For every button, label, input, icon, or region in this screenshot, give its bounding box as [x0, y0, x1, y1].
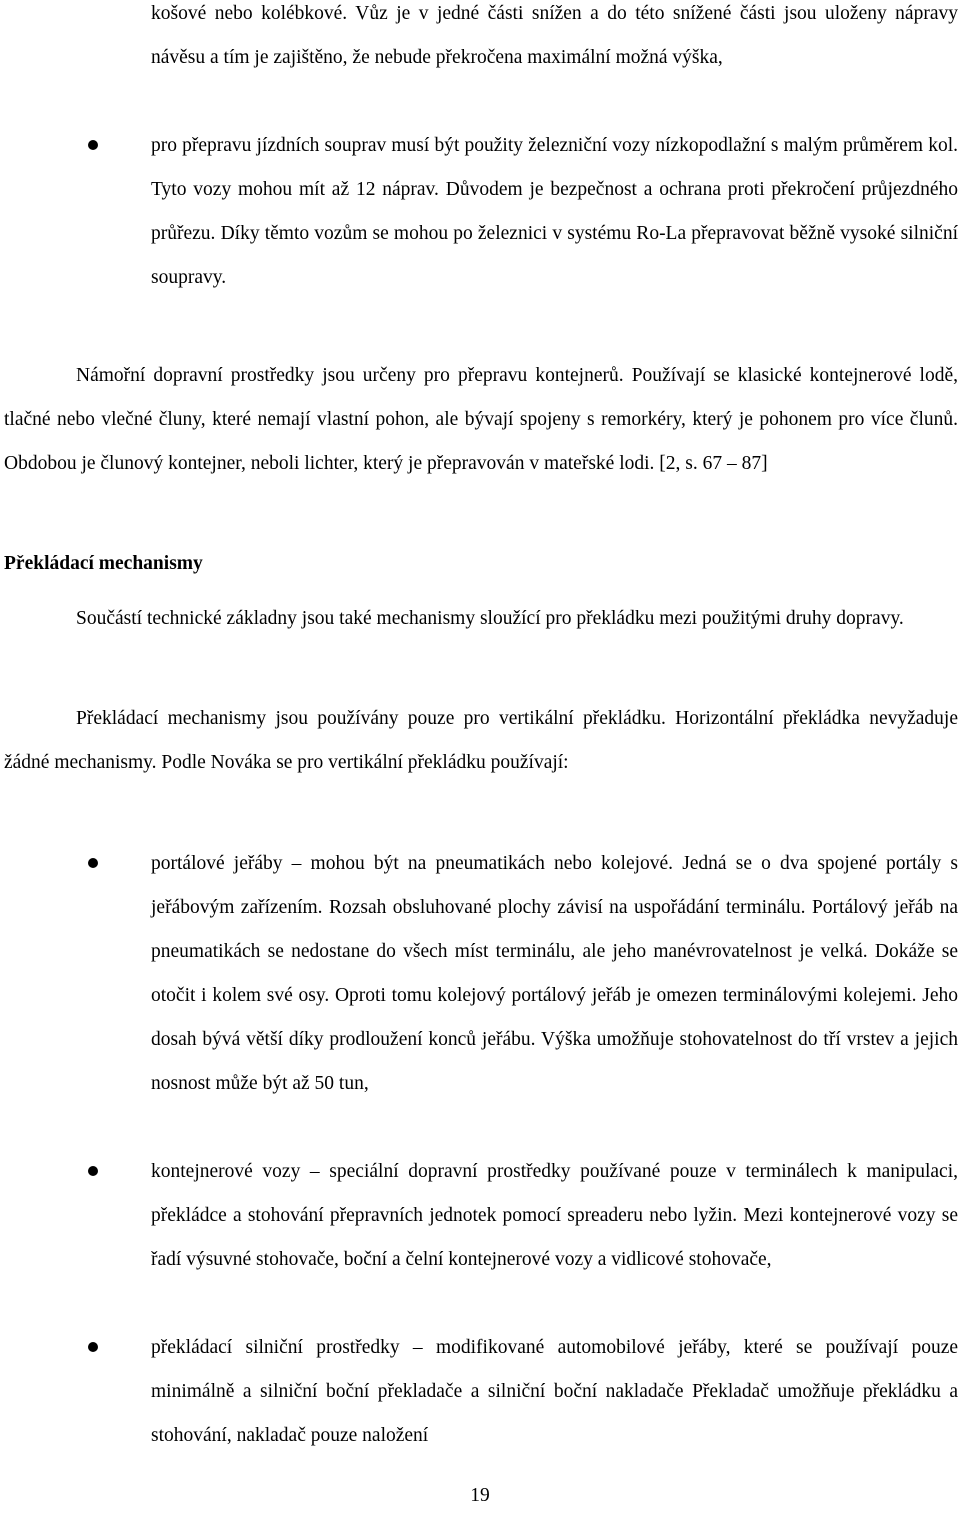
list-item: portálové jeřáby – mohou být na pneumatikách nebo kolejové. Jedná se o dva spojené portály s jeřábovým zařízením. Rozsah obsluhované plochy závisí na uspořádání terminálu. Portálový jeřáb na pneumatikách se nedostane do všech míst terminálu, ale jeho manévrovatelnost je velká. Dokáže se otočit i kolem své osy. Oproti tomu kolejový portálový jeřáb je omezen terminálovými kolejemi. Jeho dosah bývá větší díky prodloužení konců jeřábu. Výška umožňuje stohovatelnost do tří vrstev a jejich nosnost může být až 50 tun, [151, 853, 958, 1094]
bullet-icon [88, 1342, 98, 1352]
paragraph: Překládací mechanismy jsou používány pouze pro vertikální překládku. Horizontální překládka nevyžaduje žádné mechanismy. Podle Nováka se pro vertikální překládku používají: [4, 708, 958, 773]
list-item-continued: košové nebo kolébkové. Vůz je v jedné části snížen a do této snížené části jsou uloženy nápravy návěsu a tím je zajištěno, že nebude překročena maximální možná výška, [151, 3, 958, 68]
paragraph: Námořní dopravní prostředky jsou určeny pro přepravu kontejnerů. Používají se klasické kontejnerové lodě, tlačné nebo vlečné čluny, které nemají vlastní pohon, ale bývají spojeny s remorkéry, který je pohonem pro více člunů. Obdobou je člunový kontejner, neboli lichter, který je přepravován v mateřské lodi. [2, s. 67 – 87] [4, 365, 958, 474]
page-number: 19 [470, 1485, 490, 1506]
bullet-icon [88, 858, 98, 868]
section-heading: Překládací mechanismy [4, 553, 203, 574]
paragraph: Součástí technické základny jsou také mechanismy sloužící pro překládku mezi použitými druhy dopravy. [76, 608, 904, 629]
list-item: kontejnerové vozy – speciální dopravní prostředky používané pouze v terminálech k manipulaci, překládce a stohování přepravních jednotek pomocí spreaderu nebo lyžin. Mezi kontejnerové vozy se řadí výsuvné stohovače, boční a čelní kontejnerové vozy a vidlicové stohovače, [151, 1161, 958, 1270]
bullet-icon [88, 1166, 98, 1176]
bullet-icon [88, 140, 98, 150]
list-item: překládací silniční prostředky – modifikované automobilové jeřáby, které se používají pouze minimálně a silniční boční překladače a silniční boční nakladače Překladač umožňuje překládku a stohování, nakladač pouze naložení [151, 1337, 958, 1446]
list-item: pro přepravu jízdních souprav musí být použity železniční vozy nízkopodlažní s malým průměrem kol. Tyto vozy mohou mít až 12 náprav. Důvodem je bezpečnost a ochrana proti překročení průjezdného průřezu. Díky těmto vozům se mohou po železnici v systému Ro-La přepravovat běžně vysoké silniční soupravy. [151, 135, 958, 288]
